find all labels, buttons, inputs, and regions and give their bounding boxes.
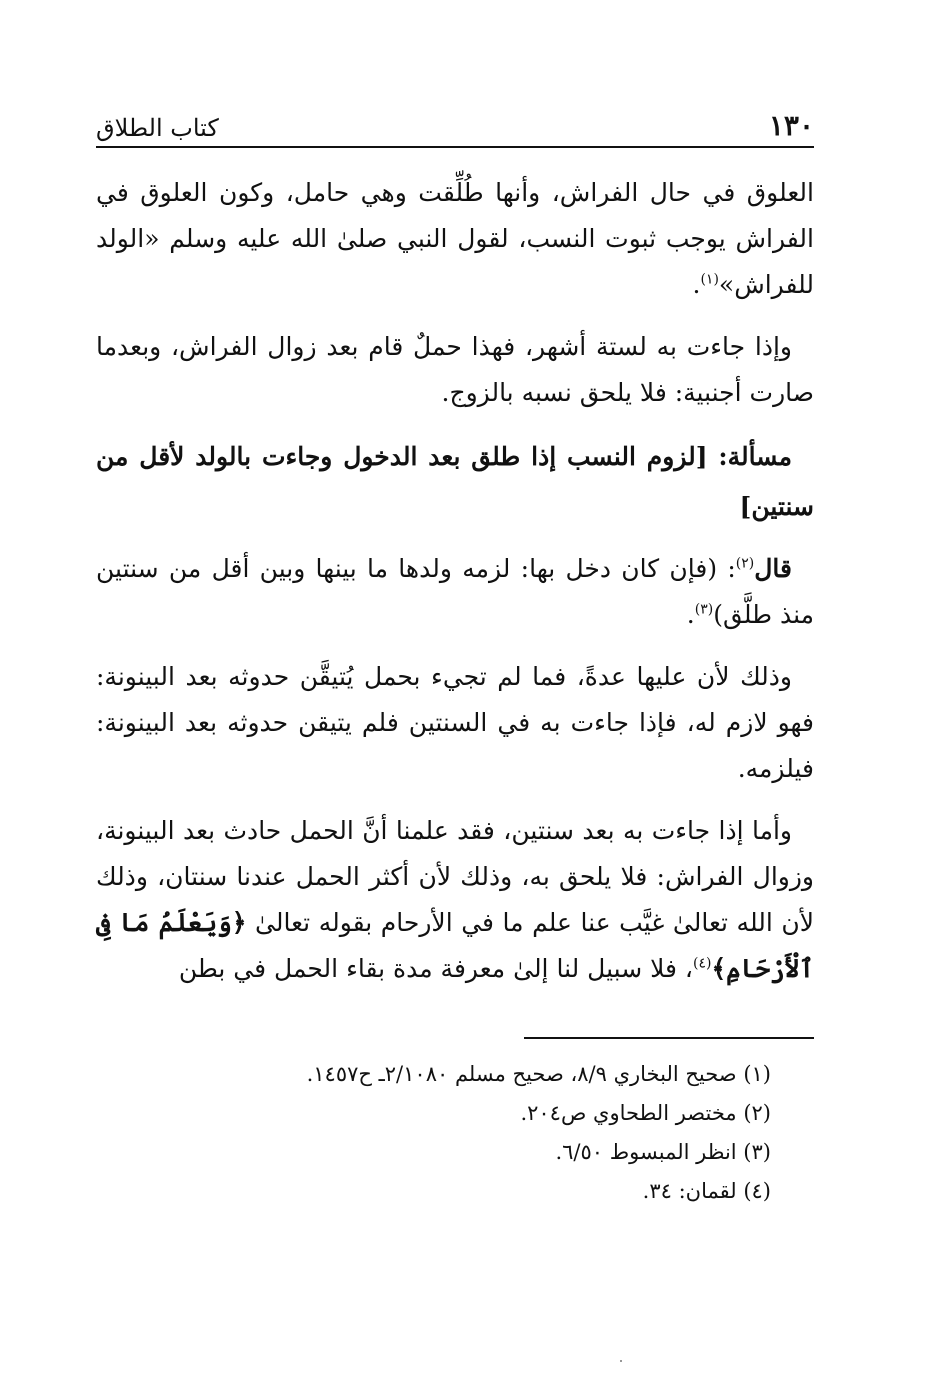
page bbox=[96, 96, 814, 1008]
footnotes bbox=[96, 1055, 771, 1211]
footnote-2: (٢) مختصر الطحاوي ص٢٠٤. bbox=[520, 1101, 771, 1125]
footnote-ref-2: (٢) bbox=[735, 555, 755, 572]
paragraph-1 bbox=[96, 170, 814, 308]
paragraph-3-end: . bbox=[686, 600, 695, 629]
section-heading: مسألة: [لزوم النسب إذا طلق بعد الدخول وجاءت بالولد لأقل من سنتين] bbox=[96, 442, 814, 521]
footnote-1: (١) صحيح البخاري ٨/٩، صحيح مسلم ٢/١٠٨٠ـ ح١٤٥٧. bbox=[306, 1062, 771, 1086]
paragraph-3 bbox=[96, 546, 814, 638]
paragraph-1-end: . bbox=[692, 270, 701, 299]
paragraph-5-text-a: وأما إذا جاءت به بعد سنتين، فقد علمنا أنَّ الحمل حادث بعد البينونة، وزوال الفراش: فلا يلحق به، وذلك لأن أكثر الحمل عندنا سنتان، وذلك لأن الله تعالىٰ غيَّب عنا علم ما في الأرحام بقوله تعالىٰ bbox=[96, 816, 814, 937]
main-text bbox=[96, 170, 814, 992]
paragraph-2: وإذا جاءت به لستة أشهر، فهذا حملٌ قام بعد زوال الفراش، وبعدما صارت أجنبية: فلا يلحق نسبه بالزوج. bbox=[96, 332, 814, 407]
footnote-ref-4: (٤) bbox=[692, 955, 712, 972]
book-title: كتاب الطلاق bbox=[96, 114, 219, 142]
footnote-3: (٣) انظر المبسوط ٦/٥٠. bbox=[555, 1140, 771, 1164]
paragraph-5 bbox=[96, 808, 814, 992]
quote-lead: قال bbox=[754, 554, 792, 583]
page-number: ١٣٠ bbox=[768, 109, 814, 142]
paragraph-5-text-b: ، فلا سبيل لنا إلىٰ معرفة مدة بقاء الحمل في بطن bbox=[178, 954, 693, 983]
running-header bbox=[96, 96, 814, 148]
paragraph-3-text: : (فإن كان دخل بها: لزمه ولدها ما بينها وبين أقل من سنتين منذ طلَّق) bbox=[96, 554, 814, 629]
footnote-ref-1: (١) bbox=[700, 271, 719, 288]
paragraph-1-text: العلوق في حال الفراش، وأنها طُلِّقت وهي حامل، وكون العلوق في الفراش يوجب ثبوت النسب، لقول النبي صلىٰ الله عليه وسلم «الولد للفراش» bbox=[96, 178, 814, 299]
quran-verse: ﴿وَيَعْلَمُ مَا فِى ٱلْأَرْحَامِ﴾ bbox=[96, 908, 814, 983]
footnote-ref-3: (٣) bbox=[694, 601, 714, 618]
paragraph-4: وذلك لأن عليها عدةً، فما لم تجيء بحمل يُتيقَّن حدوثه بعد البينونة: فهو لازم له، فإذا جاءت به في السنتين فلم يتيقن حدوثه بعد البينونة: فيلزمه. bbox=[96, 662, 814, 783]
footnote-4: (٤) لقمان: ٣٤. bbox=[642, 1179, 771, 1203]
scan-speck bbox=[620, 1360, 622, 1362]
